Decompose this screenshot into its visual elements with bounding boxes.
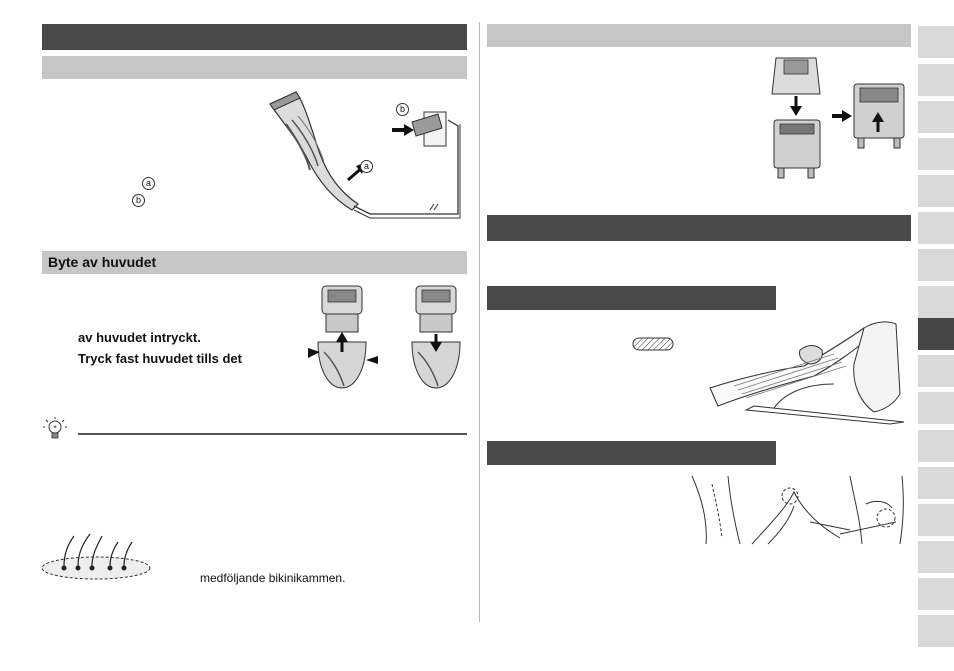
right-subheader-dark-2 bbox=[487, 441, 776, 465]
body-areas-illustration bbox=[690, 474, 912, 546]
side-tab-7[interactable] bbox=[918, 249, 954, 281]
svg-text:*: * bbox=[53, 424, 57, 432]
section-change-head-header: Byte av huvudet bbox=[42, 251, 467, 274]
side-tab-11[interactable] bbox=[918, 392, 954, 424]
right-section-header-dark bbox=[487, 215, 911, 241]
side-tab-8[interactable] bbox=[918, 286, 954, 318]
side-tab-12[interactable] bbox=[918, 430, 954, 462]
tip-divider bbox=[78, 433, 467, 435]
side-tab-13[interactable] bbox=[918, 467, 954, 499]
left-subsection-header bbox=[42, 56, 467, 79]
head-change-illustration bbox=[300, 282, 470, 392]
column-divider bbox=[479, 22, 480, 622]
side-tab-1[interactable] bbox=[918, 26, 954, 58]
side-tab-10[interactable] bbox=[918, 355, 954, 387]
text-bikini-comb: medföljande bikinikammen. bbox=[200, 571, 346, 585]
side-tab-17[interactable] bbox=[918, 615, 954, 647]
right-subsection-header bbox=[487, 24, 911, 47]
text-head-pressed: av huvudet intryckt. bbox=[78, 330, 201, 345]
marker-a-text: a bbox=[142, 177, 155, 190]
text-press-firmly: Tryck fast huvudet tills det bbox=[78, 351, 242, 366]
hair-skin-illustration bbox=[40, 530, 160, 580]
side-tab-14[interactable] bbox=[918, 504, 954, 536]
side-tab-15[interactable] bbox=[918, 541, 954, 573]
side-tab-6[interactable] bbox=[918, 212, 954, 244]
lightbulb-icon bbox=[40, 415, 72, 443]
epilator-charging-illustration bbox=[262, 84, 472, 224]
marker-a-illustration: a bbox=[360, 160, 373, 173]
left-section-header-dark bbox=[42, 24, 467, 50]
marker-b-text: b bbox=[132, 194, 145, 207]
side-tab-3[interactable] bbox=[918, 101, 954, 133]
leg-shaving-illustration bbox=[704, 314, 914, 426]
hatched-foil-icon bbox=[632, 337, 674, 351]
shaver-head-illustration bbox=[762, 54, 912, 184]
side-tab-4[interactable] bbox=[918, 138, 954, 170]
right-subheader-dark-1 bbox=[487, 286, 776, 310]
side-tab-2[interactable] bbox=[918, 64, 954, 96]
side-tab-5[interactable] bbox=[918, 175, 954, 207]
side-tab-16[interactable] bbox=[918, 578, 954, 610]
side-tab-9-active[interactable] bbox=[918, 318, 954, 350]
marker-b-illustration: b bbox=[396, 103, 409, 116]
